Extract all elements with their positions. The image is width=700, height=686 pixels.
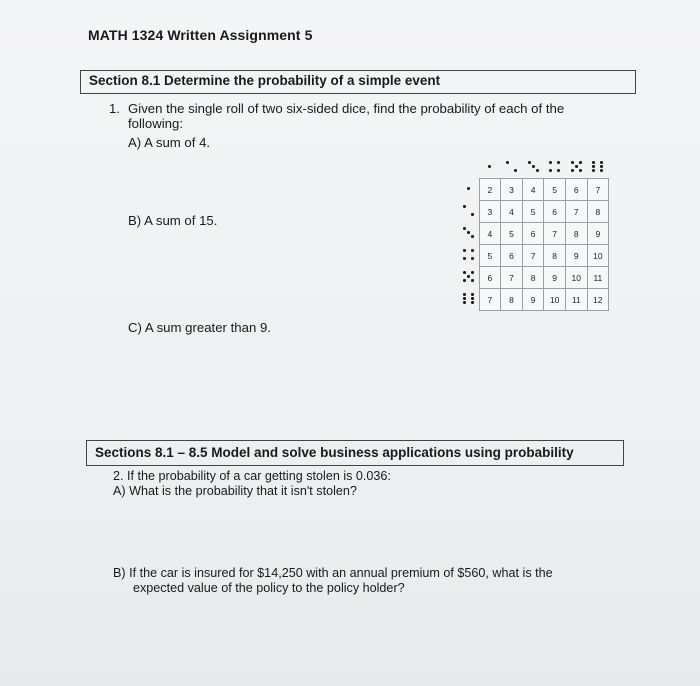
dice-sum-cell: 6 <box>544 201 566 223</box>
die-face-6-icon <box>590 159 606 175</box>
dice-sum-cell: 5 <box>522 201 544 223</box>
die-face-4-icon <box>547 159 563 175</box>
die-face-2-icon <box>460 203 476 219</box>
dice-column-header <box>587 157 609 179</box>
die-face-1-icon <box>482 159 498 175</box>
dice-sum-cell: 3 <box>479 201 501 223</box>
dice-table-corner <box>458 157 479 179</box>
question-1-text-line2: following: <box>128 116 183 131</box>
dice-sum-cell: 9 <box>587 223 609 245</box>
dice-sum-cell: 6 <box>565 179 587 201</box>
dice-sum-cell: 8 <box>501 289 523 311</box>
dice-sum-table <box>458 157 609 311</box>
dice-sum-cell: 10 <box>565 267 587 289</box>
dice-sum-cell: 11 <box>565 289 587 311</box>
question-2a: A) What is the probability that it isn't stolen? <box>113 484 357 498</box>
dice-row-header <box>458 289 479 311</box>
die-face-3-icon <box>525 159 541 175</box>
dice-sum-cell: 5 <box>479 245 501 267</box>
dice-sum-cell: 7 <box>479 289 501 311</box>
dice-column-header <box>565 157 587 179</box>
page-title: MATH 1324 Written Assignment 5 <box>88 27 313 43</box>
dice-row-header <box>458 223 479 245</box>
question-1-text-line1: Given the single roll of two six-sided dice, find the probability of each of the <box>128 101 565 116</box>
dice-sum-cell: 5 <box>544 179 566 201</box>
section-8-1-8-5-header: Sections 8.1 – 8.5 Model and solve business applications using probability <box>86 440 624 466</box>
question-1b: B) A sum of 15. <box>128 213 218 228</box>
dice-sum-cell: 9 <box>544 267 566 289</box>
die-face-6-icon <box>460 291 476 307</box>
section-8-1-header: Section 8.1 Determine the probability of a simple event <box>80 70 636 94</box>
dice-sum-cell: 4 <box>501 201 523 223</box>
question-1a: A) A sum of 4. <box>128 135 211 150</box>
dice-sum-cell: 10 <box>587 245 609 267</box>
dice-sum-cell: 8 <box>544 245 566 267</box>
dice-table-row <box>458 179 609 201</box>
question-2b-line1: B) If the car is insured for $14,250 with an annual premium of $560, what is the <box>113 566 553 580</box>
die-face-5-icon <box>568 159 584 175</box>
dice-sum-cell: 8 <box>565 223 587 245</box>
die-face-4-icon <box>460 247 476 263</box>
dice-sum-cell: 7 <box>501 267 523 289</box>
dice-sum-cell: 5 <box>501 223 523 245</box>
question-2b <box>113 566 593 596</box>
dice-table-row <box>458 245 609 267</box>
dice-sum-cell: 7 <box>587 179 609 201</box>
dice-sum-cell: 2 <box>479 179 501 201</box>
dice-table-row <box>458 267 609 289</box>
dice-sum-cell: 12 <box>587 289 609 311</box>
dice-sum-cell: 9 <box>565 245 587 267</box>
dice-sum-cell: 6 <box>479 267 501 289</box>
dice-sum-cell: 4 <box>522 179 544 201</box>
die-face-3-icon <box>460 225 476 241</box>
question-1-number: 1. <box>109 101 120 116</box>
dice-sum-cell: 4 <box>479 223 501 245</box>
dice-column-header <box>479 157 501 179</box>
dice-sum-cell: 3 <box>501 179 523 201</box>
dice-sum-cell: 6 <box>501 245 523 267</box>
question-2b-line2: expected value of the policy to the policy holder? <box>133 581 405 595</box>
dice-row-header <box>458 201 479 223</box>
dice-sum-cell: 6 <box>522 223 544 245</box>
dice-column-header <box>501 157 523 179</box>
dice-sum-cell: 9 <box>522 289 544 311</box>
dice-sum-cell: 7 <box>544 223 566 245</box>
dice-sum-cell: 8 <box>522 267 544 289</box>
dice-column-header <box>522 157 544 179</box>
question-1 <box>109 101 609 131</box>
dice-sum-cell: 8 <box>587 201 609 223</box>
dice-table-row <box>458 223 609 245</box>
dice-row-header <box>458 267 479 289</box>
question-2: 2. If the probability of a car getting stolen is 0.036: <box>113 469 391 483</box>
die-face-2-icon <box>503 159 519 175</box>
dice-sum-cell: 11 <box>587 267 609 289</box>
dice-row-header <box>458 179 479 201</box>
question-1c: C) A sum greater than 9. <box>128 320 271 335</box>
dice-sum-cell: 7 <box>565 201 587 223</box>
dice-column-header <box>544 157 566 179</box>
dice-table-row <box>458 289 609 311</box>
dice-row-header <box>458 245 479 267</box>
dice-table-row <box>458 201 609 223</box>
die-face-5-icon <box>460 269 476 285</box>
dice-sum-cell: 10 <box>544 289 566 311</box>
dice-sum-cell: 7 <box>522 245 544 267</box>
die-face-1-icon <box>460 181 476 197</box>
